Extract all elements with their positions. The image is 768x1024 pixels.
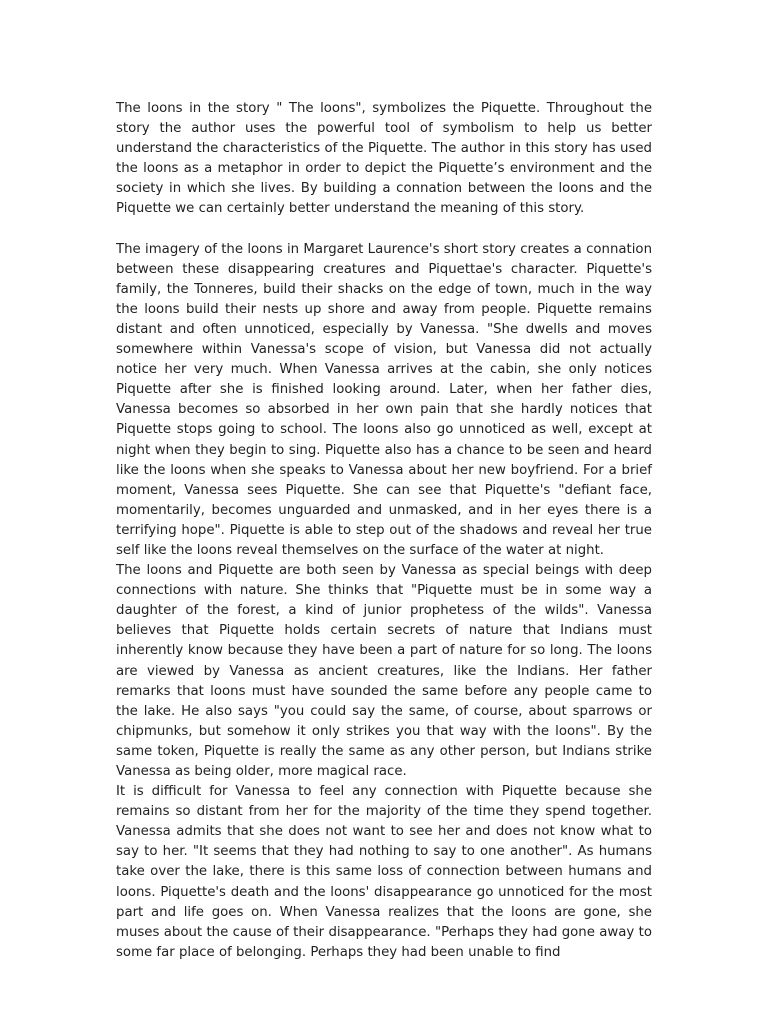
paragraph-2: The imagery of the loons in Margaret Laurence's short story creates a connation between these disappearing creatures and Piquettae's character. Piquette's family, the Tonneres, build their shacks on the edge of town, much in the way the loons build their nests up shore and away from people. Piquette remains distant and often unnoticed, especially by Vanessa. "She dwells and moves somewhere within Vanessa's scope of vision, but Vanessa did not actually notice her very much. When Vanessa arrives at the cabin, she only notices Piquette after she is finished looking around. Later, when her father dies, Vanessa becomes so absorbed in her own pain that she hardly notices that Piquette stops going to school. The loons also go unnoticed as well, except at night when they begin to sing. Piquette also has a chance to be seen and heard like the loons when she speaks to Vanessa about her new boyfriend. For a brief moment, Vanessa sees Piquette. She can see that Piquette's "defiant face, momentarily, becomes unguarded and unmasked, and in her eyes there is a terrifying hope". Piquette is able to step out of the shadows and reveal her true self like the loons reveal themselves on the surface of the water at night.	[116, 241, 652, 558]
paragraph-1: The loons in the story " The loons", symbolizes the Piquette. Throughout the story the author uses the powerful tool of symbolism to help us better understand the characteristics of the Piquette. The author in this story has used the loons as a metaphor in order to depict the Piquette’s environment and the society in which she lives. By building a connation between the loons and the Piquette we can certainly better understand the meaning of this story.	[116, 101, 652, 217]
document-page	[116, 99, 652, 963]
paragraph-3: The loons and Piquette are both seen by Vanessa as special beings with deep connections with nature. She thinks that "Piquette must be in some way a daughter of the forest, a kind of junior prophetess of the wilds". Vanessa believes that Piquette holds certain secrets of nature that Indians must inherently know because they have been a part of nature for so long. The loons are viewed by Vanessa as ancient creatures, like the Indians. Her father remarks that loons must have sounded the same before any people came to the lake. He also says "you could say the same, of course, about sparrows or chipmunks, but somehow it only strikes you that way with the loons". By the same token, Piquette is really the same as any other person, but Indians strike Vanessa as being older, more magical race.	[116, 563, 652, 779]
paragraph-gap	[116, 220, 652, 240]
paragraph-4: It is difficult for Vanessa to feel any connection with Piquette because she remains so distant from her for the majority of the time they spend together. Vanessa admits that she does not want to see her and does not know what to say to her. "It seems that they had nothing to say to one another". As humans take over the lake, there is this same loss of connection between humans and loons. Piquette's death and the loons' disappearance go unnoticed for the most part and life goes on. When Vanessa realizes that the loons are gone, she muses about the cause of their disappearance. "Perhaps they had gone away to some far place of belonging. Perhaps they had been unable to find	[116, 784, 652, 960]
